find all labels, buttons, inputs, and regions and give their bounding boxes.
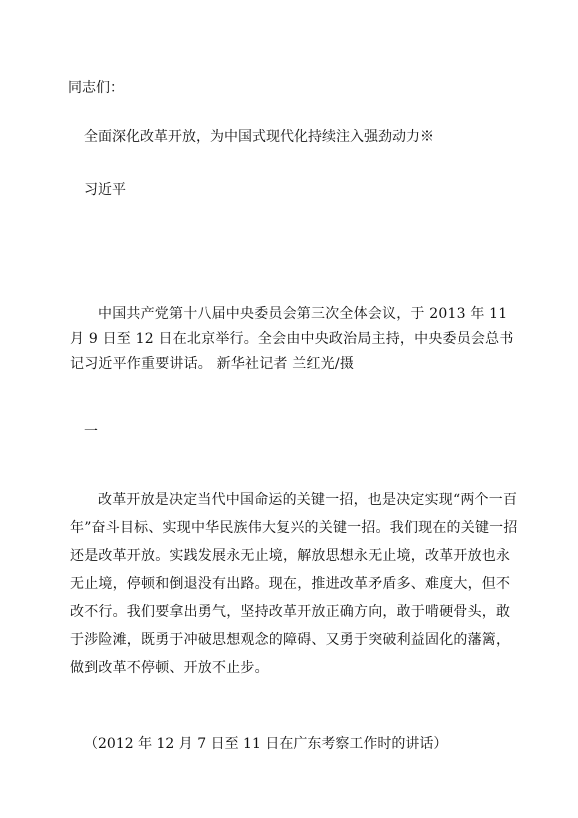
body-paragraph: 改革开放是决定当代中国命运的关键一招，也是决定实现“两个一百年”奋斗目标、实现中华民族伟大复兴的关键一招。我们现在的关键一招还是改革开放。实践发展永无止境，解放思想永无止境，改革开放也永无止境，停顿和倒退没有出路。现在，推进改革矛盾多、难度大，但不改不行。我们要拿出勇气，坚持改革开放正确方向，敢于啃硬骨头，敢于涉险滩，既勇于冲破思想观念的障碍、又勇于突破利益固化的藩篱，做到改革不停顿、开放不止步。 (70, 492, 518, 676)
article-title: 全面深化改革开放，为中国式现代化持续注入强劲动力※ (84, 129, 434, 145)
source-note: （2012 年 12 月 7 日至 11 日在广东考察工作时的讲话） (84, 736, 448, 752)
photo-caption: 中国共产党第十八届中央委员会第三次全体会议，于 2013 年 11 月 9 日至 12 日在北京举行。全会由中央政治局主持，中央委员会总书记习近平作重要讲话。 新华社记者 兰红光/摄 (70, 306, 514, 372)
author-name: 习近平 (84, 182, 126, 198)
section-number: 一 (84, 424, 98, 440)
salutation: 同志们： (68, 80, 124, 96)
